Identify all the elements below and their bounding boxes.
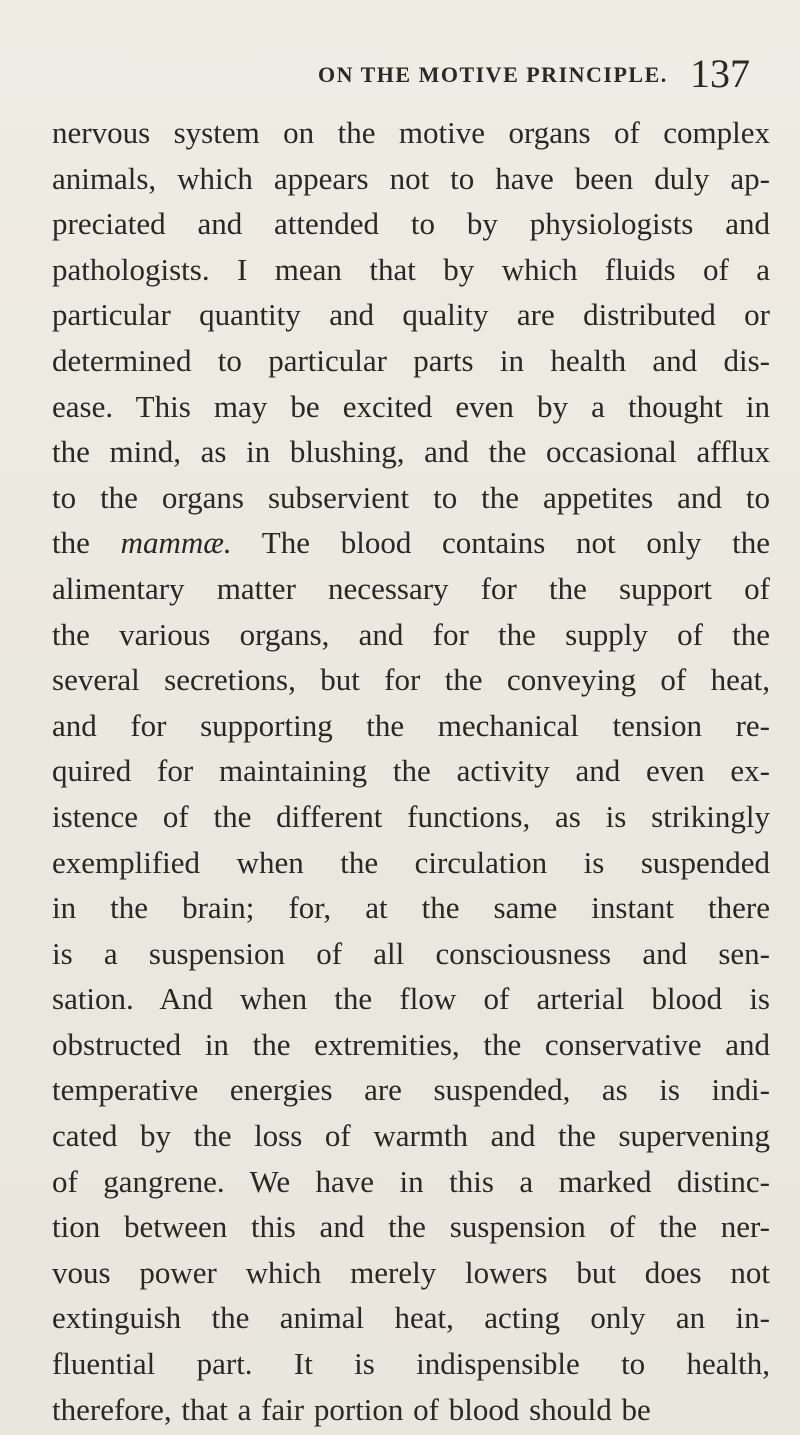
text-line: alimentary matter necessary for the support of [52, 570, 770, 606]
text-line: determined to particular parts in health and dis- [52, 342, 770, 378]
text-line: animals, which appears not to have been duly ap- [52, 160, 770, 196]
page-number: 137 [690, 51, 750, 96]
text-line: exemplified when the circulation is suspended [52, 844, 770, 880]
text-line: istence of the different functions, as is strikingly [52, 798, 770, 834]
text-line: particular quantity and quality are distributed or [52, 297, 770, 333]
text-line: obstructed in the extremities, the conservative and [52, 1026, 770, 1062]
running-head: ON THE MOTIVE PRINCIPLE. [318, 62, 668, 87]
text-line: and for supporting the mechanical tension re- [52, 707, 770, 743]
italic-word: mammæ. [120, 525, 232, 561]
text-line [52, 520, 770, 566]
text-line: nervous system on the motive organs of complex [52, 115, 770, 150]
text-line: of gangrene. We have in this a marked distinc- [52, 1163, 770, 1199]
text-line: temperative energies are suspended, as is indi- [52, 1072, 770, 1108]
text-run: the [52, 525, 121, 561]
body-text [52, 110, 770, 1432]
text-line: several secretions, but for the conveying of heat, [52, 662, 770, 698]
text-line: ease. This may be excited even by a thought in [52, 388, 770, 424]
text-line: preciated and attended to by physiologists and [52, 206, 770, 242]
text-line: quired for maintaining the activity and even ex- [52, 753, 770, 789]
text-line: in the brain; for, at the same instant there [52, 890, 770, 926]
text-line: is a suspension of all consciousness and sen- [52, 935, 770, 971]
text-line: the mind, as in blushing, and the occasional afflux [52, 434, 770, 470]
text-line: sation. And when the flow of arterial blood is [52, 981, 770, 1017]
text-line: therefore, that a fair portion of blood should be [52, 1391, 651, 1427]
text-line: the various organs, and for the supply of the [52, 616, 770, 652]
text-line: tion between this and the suspension of the ner- [52, 1209, 770, 1245]
text-line: cated by the loss of warmth and the supervening [52, 1118, 770, 1154]
text-line: extinguish the animal heat, acting only an in- [52, 1300, 770, 1336]
text-line: to the organs subservient to the appetites and to [52, 479, 770, 515]
text-line: fluential part. It is indispensible to health, [52, 1346, 770, 1382]
text-line: vous power which merely lowers but does not [52, 1254, 770, 1290]
text-line: pathologists. I mean that by which fluids of a [52, 251, 770, 287]
text-run: The blood contains not only the [231, 525, 771, 561]
